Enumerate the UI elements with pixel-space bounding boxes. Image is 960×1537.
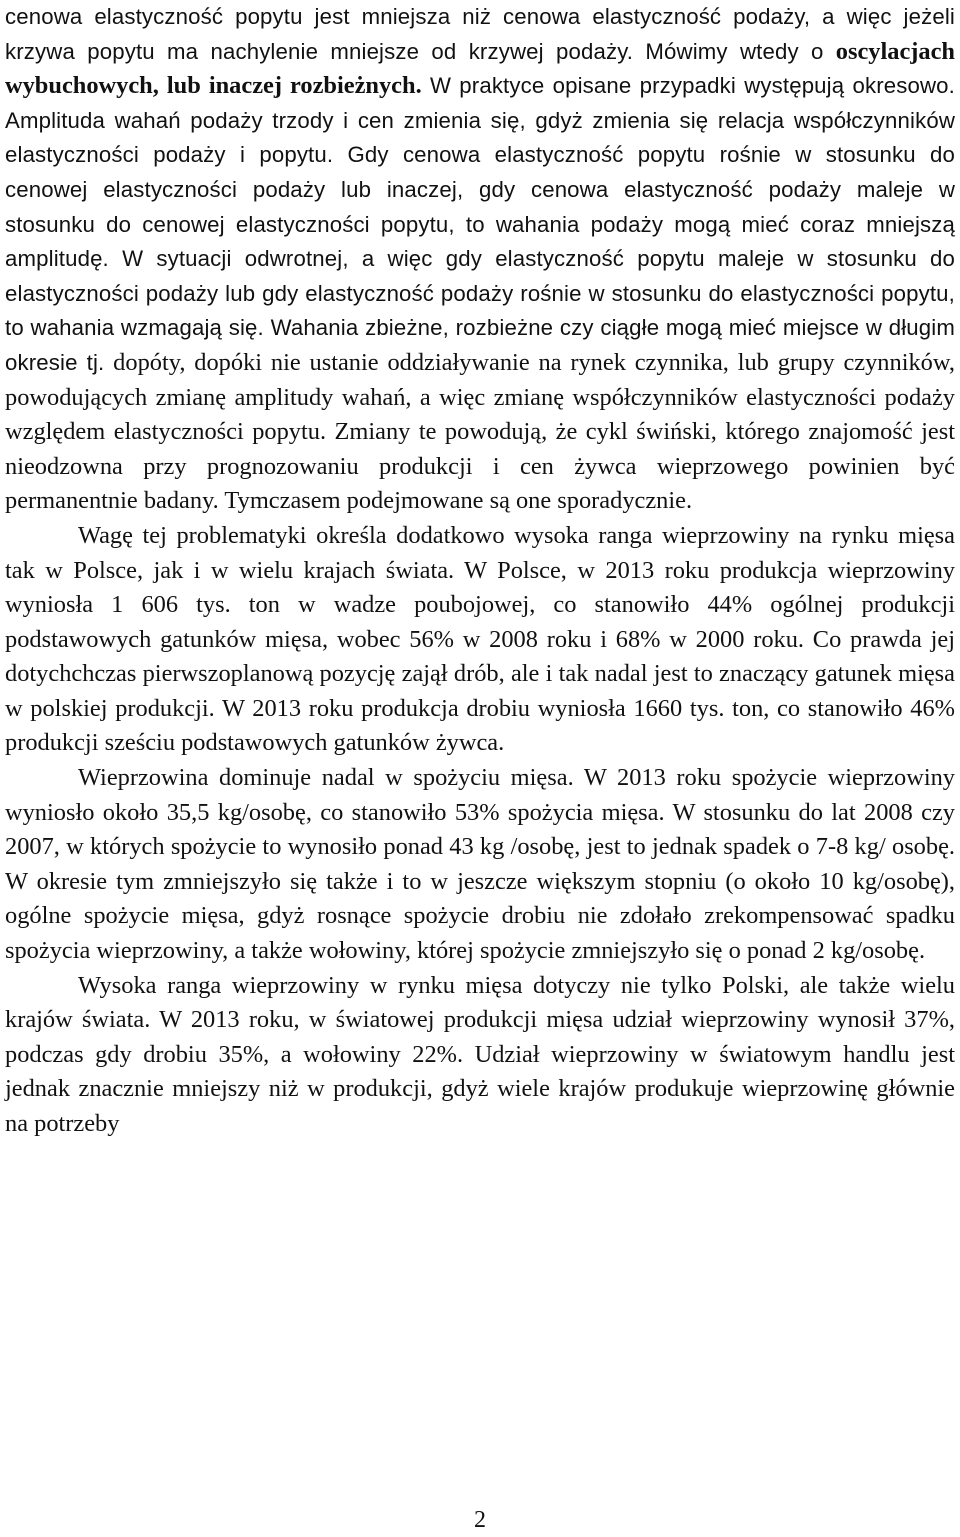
paragraph-3-text: Wieprzowina dominuje nadal w spożyciu mięsa. W 2013 roku spożycie wieprzowiny wyniosło około 35,5 kg/osobę, co stanowiło 53% spożycia mięsa. W stosunku do lat 2008 czy 2007, w których spożycie to wynosiło ponad 43 kg /osobę, jest to jednak spadek o 7-8 kg/ osobę. W okresie tym zmniejszyło się także i to w jeszcze większym stopniu (o około 10 kg/osobę), ogólne spożycie mięsa, gdyż rosnące spożycie drobiu nie zdołało zrekompensować spadku spożycia wieprzowiny, a także wołowiny, której spożycie zmniejszyło się o ponad 2 kg/osobę.: [5, 764, 955, 965]
paragraph-1: [5, 0, 955, 519]
document-page: [5, 0, 955, 1142]
page-number: 2: [474, 1507, 486, 1533]
paragraph-4-text: Wysoka ranga wieprzowiny w rynku mięsa dotyczy nie tylko Polski, ale także wielu krajów świata. W 2013 roku, w światowej produkcji mięsa udział wieprzowiny wynosił 37%, podczas gdy drobiu 35%, a wołowiny 22%. Udział wieprzowiny w światowym handlu jest jednak znacznie mniejszy niż w produkcji, gdyż wiele krajów produkuje wieprzowinę głównie na potrzeby: [5, 971, 955, 1137]
paragraph-1-segment-4: dopóty, dopóki nie ustanie oddziaływanie na rynek czynnika, lub grupy czynników, powodujących zmianę amplitudy wahań, a więc zmianę współczynników elastyczności podaży względem elastyczności popytu. Zmiany te powodują, że cykl świński, którego znajomość jest nieodzowna przy prognozowaniu produkcji i cen żywca wieprzowego powinien być permanentnie badany. Tymczasem podejmowane są one sporadycznie.: [5, 348, 955, 515]
paragraph-1-bold-term: oscylacjach wybuchowych, lub inaczej rozbieżnych.: [5, 37, 955, 100]
paragraph-1-segment-3: W praktyce opisane przypadki występują okresowo. Amplituda wahań podaży trzody i cen zmienia się, gdyż zmienia się relacja współczynników elastyczności podaży i popytu. Gdy cenowa elastyczność popytu rośnie w stosunku do cenowej elastyczności podaży lub inaczej, gdy cenowa elastyczność podaży maleje w stosunku do cenowej elastyczności popytu, to wahania podaży mogą mieć coraz mniejszą amplitudę. W sytuacji odwrotnej, a więc gdy elastyczność popytu maleje w stosunku do elastyczności podaży lub gdy elastyczność podaży rośnie w stosunku do elastyczności popytu, to wahania wzmagają się. Wahania zbieżne, rozbieżne czy ciągłe mogą mieć miejsce w długim okresie tj.: [5, 73, 955, 375]
paragraph-3: [5, 761, 955, 969]
paragraph-1-segment-1: cenowa elastyczność popytu jest mniejsza niż cenowa elastyczność podaży, a więc jeżeli krzywa popytu ma nachylenie mniejsze od krzywej podaży. Mówimy wtedy o: [5, 4, 955, 64]
paragraph-2-text: Wagę tej problematyki określa dodatkowo wysoka ranga wieprzowiny na rynku mięsa tak w Polsce, jak i w wielu krajach świata. W Polsce, w 2013 roku produkcja wieprzowiny wyniosła 1 606 tys. ton w wadze poubojowej, co stanowiło 44% ogólnej produkcji podstawowych gatunków mięsa, wobec 56% w 2008 roku i 68% w 2000 roku. Co prawda jej dotychchczas pierwszoplanową pozycję zajął drób, ale i tak nadal jest to znaczący gatunek mięsa w polskiej produkcji. W 2013 roku produkcja drobiu wyniosła 1660 tys. ton, co stanowiło 46% produkcji sześciu podstawowych gatunków żywca.: [5, 521, 955, 757]
paragraph-4: [5, 969, 955, 1142]
paragraph-2: [5, 519, 955, 761]
